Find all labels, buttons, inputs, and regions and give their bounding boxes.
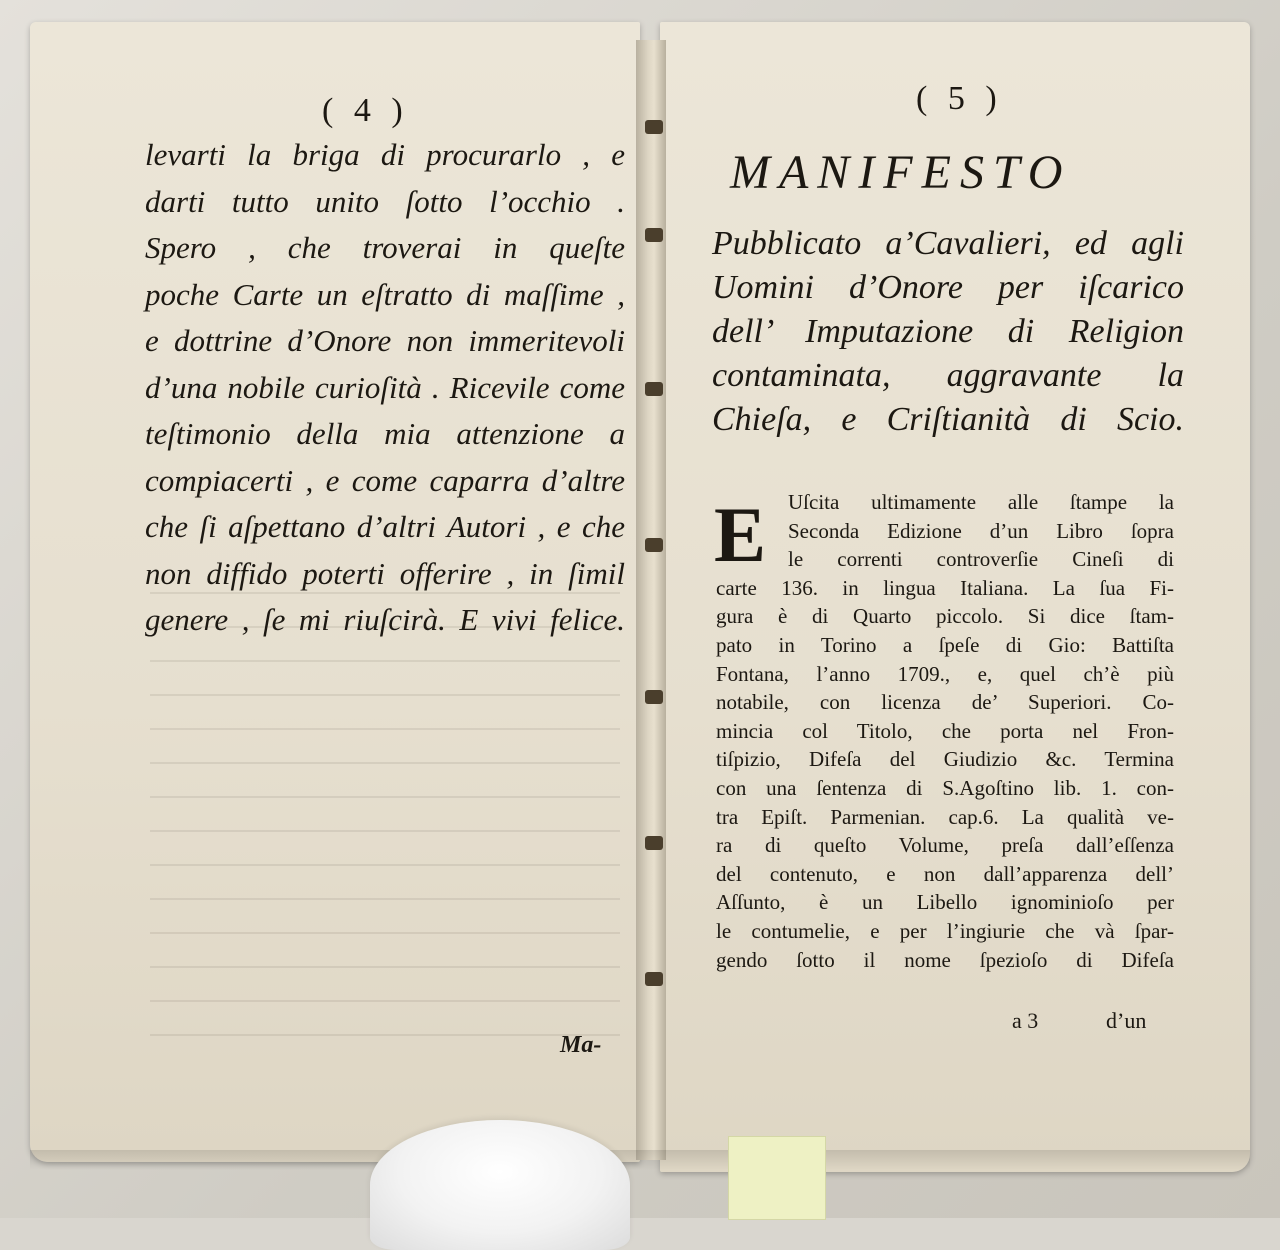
binding-stitch <box>645 690 663 704</box>
binding-stitch <box>645 836 663 850</box>
text-line: carte 136. in lingua Italiana. La ſua Fi- <box>716 575 1174 600</box>
text-line: del contenuto, e non dall’apparenza dell’ <box>716 861 1174 886</box>
subtitle-line: dell’ Imputazione di Religion <box>712 313 1184 350</box>
text-line: poche Carte un eſtratto di maſſime , <box>145 276 625 312</box>
binding-stitch <box>645 228 663 242</box>
text-line: pato in Torino a ſpeſe di Gio: Battiſta <box>716 632 1174 657</box>
text-line: gendo ſotto il nome ſpezioſo di Difeſa <box>716 947 1174 972</box>
text-line: le contumelie, e per l’ingiurie che và ſpar- <box>716 918 1174 943</box>
text-line: ra di queſto Volume, preſa dall’eſſenza <box>716 833 1174 858</box>
text-line: che ſi aſpettano d’altri Autori , e che <box>145 509 625 544</box>
text-line: tiſpizio, Difeſa del Giudizio &c. Termina <box>716 747 1174 772</box>
catchword-right: d’un <box>1106 1008 1147 1033</box>
text-line: Uſcita ultimamente alle ſtampe la <box>788 490 1174 514</box>
subtitle-line: Chieſa, e Criſtianità di Scio. <box>712 401 1184 438</box>
text-line: notabile, con licenza de’ Superiori. Co- <box>716 690 1174 715</box>
left-page-text <box>145 132 625 644</box>
white-glove <box>370 1120 630 1250</box>
text-line: genere , ſe mi riuſcirà. E vivi felice. <box>145 602 625 637</box>
text-line: le correnti controverſie Cineſi di <box>788 547 1174 572</box>
text-line: teſtimonio della mia attenzione a <box>145 416 625 451</box>
page-number-left: ( 4 ) <box>322 92 409 129</box>
text-line: Fontana, l’anno 1709., e, quel ch’è più <box>716 661 1174 686</box>
text-line: Seconda Edizione d’un Libro ſopra <box>788 518 1174 543</box>
subtitle-line: Uomini d’Onore per iſcarico <box>712 269 1184 306</box>
page-bottom-shadow <box>30 1150 1250 1170</box>
subtitle-line: Pubblicato a’Cavalieri, ed agli <box>712 225 1184 262</box>
text-line: con una ſentenza di S.Agoſtino lib. 1. con- <box>716 775 1174 800</box>
page-number-right: ( 5 ) <box>916 80 1003 117</box>
text-line: e dottrine d’Onore non immeritevoli <box>145 323 625 358</box>
subtitle <box>712 222 1184 442</box>
catchword-left: Ma- <box>560 1032 602 1058</box>
binding-stitch <box>645 382 663 396</box>
text-line: compiacerti , e come caparra d’altre <box>145 462 625 498</box>
drop-capital: E <box>714 491 767 578</box>
text-line: levarti la briga di procurarlo , e <box>145 137 625 172</box>
signature-mark: a 3 <box>1012 1008 1039 1033</box>
text-line: Aſſunto, è un Libello ignominioſo per <box>716 890 1174 915</box>
text-line: non diffido poterti offerire , in ſimil <box>145 555 625 591</box>
text-line: darti tutto unito ſotto l’occhio . <box>145 183 625 219</box>
text-line: mincia col Titolo, che porta nel Fron- <box>716 718 1174 743</box>
bookmark-slip <box>728 1136 826 1220</box>
text-line: gura è di Quarto piccolo. Si dice ſtam- <box>716 604 1174 629</box>
text-line: Spero , che troverai in queſte <box>145 230 625 265</box>
binding-stitch <box>645 972 663 986</box>
text-line: d’una nobile curioſità . Ricevile come <box>145 369 625 405</box>
binding-stitch <box>645 538 663 552</box>
page-title: MANIFESTO <box>730 146 1072 199</box>
body-text <box>716 488 1174 974</box>
text-line: tra Epiſt. Parmenian. cap.6. La qualità ve- <box>716 804 1174 829</box>
binding-stitch <box>645 120 663 134</box>
book-gutter <box>636 40 666 1160</box>
subtitle-line: contaminata, aggravante la <box>712 357 1184 394</box>
